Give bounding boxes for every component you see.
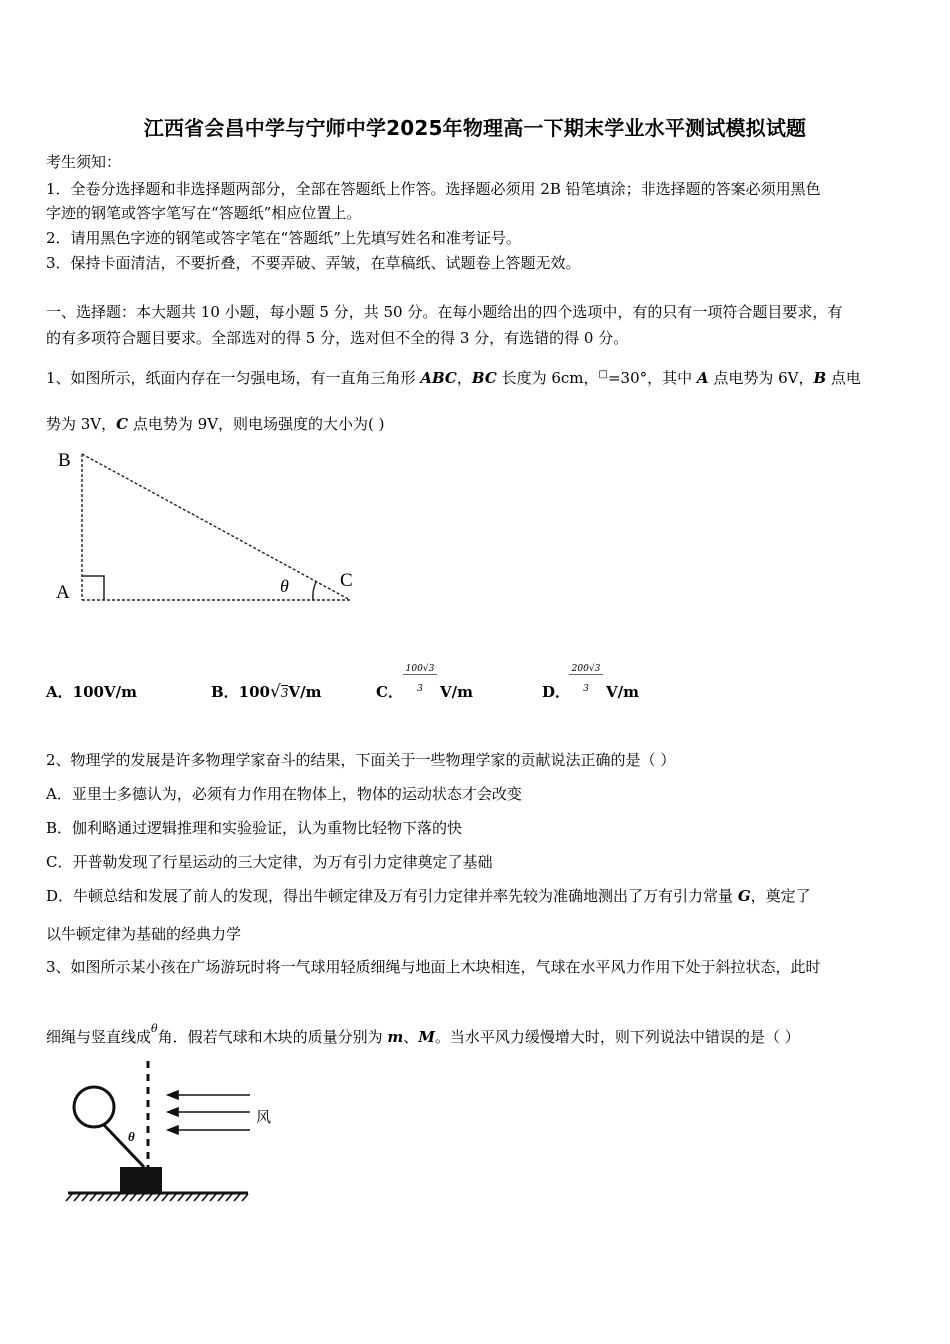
q1-text: 点电	[826, 369, 861, 387]
label-c: C	[340, 570, 353, 591]
notice-item-2: 2．请用黑色字迹的钢笔或答字笔在“答题纸”上先填写姓名和准考证号。	[46, 229, 521, 247]
label-theta: θ	[280, 576, 289, 596]
wind-label: 风	[256, 1108, 272, 1126]
q2-option-d-line-1	[46, 886, 811, 906]
q1-text: 点电势为 9V，则电场强度的大小为( )	[128, 415, 385, 433]
q1-bc: BC	[471, 369, 497, 387]
q1-comma: ，	[456, 369, 472, 387]
q2-stem: 2、物理学的发展是许多物理学家奋斗的结果，下面关于一些物理学家的贡献说法正确的是（ ）	[46, 751, 676, 769]
q2-constant-g: G	[737, 887, 751, 905]
q3-stem-line-1: 3、如图所示某小孩在广场游玩时将一气球用轻质细绳与地面上木块相连，气球在水平风力作用下处于斜拉状态，此时	[46, 958, 821, 976]
q1-option-c-numerator: 100√3	[403, 664, 437, 675]
notice-item-1-line-2: 字迹的钢笔或答字笔写在“答题纸”相应位置上。	[46, 204, 362, 222]
q1-point-c: C	[116, 415, 129, 433]
ground-hatching	[66, 1194, 248, 1201]
notice-item-3: 3．保持卡面清洁，不要折叠，不要弄破、弄皱，在草稿纸、试题卷上答题无效。	[46, 254, 581, 272]
page-title: 江西省会昌中学与宁师中学2025年物理高一下期末学业水平测试模拟试题	[143, 116, 807, 140]
q1-theta-placeholder: □	[598, 369, 608, 380]
wooden-block	[120, 1167, 162, 1193]
q1-option-b	[211, 682, 321, 703]
q1-option-b-prefix: B．100	[211, 683, 270, 701]
q1-triangle-figure	[40, 440, 380, 620]
q1-stem-line-1	[46, 365, 861, 388]
q1-option-d-numerator: 200√3	[569, 664, 603, 675]
q2-option-d-text: ，奠定了	[750, 887, 811, 905]
q3-stem-line-2	[46, 1019, 800, 1047]
q1-text: 1、如图所示，纸面内存在一匀强电场，有一直角三角形	[46, 369, 421, 387]
q3-theta: θ	[151, 1022, 158, 1035]
q2-option-d-line-2: 以牛顿定律为基础的经典力学	[46, 925, 242, 943]
q2-option-a: A．亚里士多德认为，必须有力作用在物体上，物体的运动状态才会改变	[46, 785, 522, 803]
sqrt-icon: √	[270, 682, 281, 702]
q1-option-c-prefix: C．	[376, 683, 403, 701]
q2-option-d-text: D．牛顿总结和发展了前人的发现，得出牛顿定律及万有引力定律并率先较为准确地测出了万有引力常量	[46, 887, 738, 905]
label-a: A	[56, 582, 70, 603]
label-b: B	[58, 450, 71, 471]
q3-text: 角．假若气球和木块的质量分别为	[157, 1028, 388, 1046]
side-bc	[82, 454, 350, 600]
q1-option-d-unit: V/m	[606, 683, 639, 701]
q1-point-b: B	[813, 369, 827, 387]
q2-option-b: B．伽利略通过逻辑推理和实验验证，认为重物比轻物下落的快	[46, 819, 463, 837]
notice-item-1-line-1: 1．全卷分选择题和非选择题两部分，全部在答题纸上作答。选择题必须用 2B 铅笔填涂；非选择题的答案必须用黑色	[46, 180, 821, 198]
q1-stem-line-2	[46, 414, 385, 434]
q3-text: 细绳与竖直线成	[46, 1028, 152, 1046]
balloon-string	[104, 1125, 144, 1167]
q1-option-c-unit: V/m	[440, 683, 473, 701]
q1-option-b-radicand: 3	[280, 686, 289, 700]
q3-mass-big-m: M	[418, 1028, 435, 1046]
notice-heading: 考生须知：	[46, 153, 122, 171]
q1-point-a: A	[696, 369, 709, 387]
q1-option-a: A．100V/m	[46, 683, 137, 701]
section-1-intro-line-1: 一、选择题：本大题共 10 小题，每小题 5 分，共 50 分。在每小题给出的四个选项中，有的只有一项符合题目要求，有	[46, 303, 843, 321]
q1-text: 点电势为 6V，	[708, 369, 814, 387]
q1-abc: ABC	[420, 369, 457, 387]
q1-text: =30°，其中	[607, 369, 697, 387]
wind-arrows	[168, 1091, 250, 1134]
q1-option-d-prefix: D．	[542, 683, 571, 701]
q1-option-b-unit: V/m	[288, 683, 322, 701]
balloon	[74, 1087, 114, 1127]
q1-text: 长度为 6cm，	[496, 369, 599, 387]
q2-option-c: C．开普勒发现了行星运动的三大定律，为万有引力定律奠定了基础	[46, 853, 493, 871]
section-1-intro-line-2: 的有多项符合题目要求。全部选对的得 5 分，选对但不全的得 3 分，有选错的得 0 分。	[46, 329, 629, 347]
q3-mass-m: m	[387, 1028, 404, 1046]
theta-arc	[313, 582, 316, 600]
right-angle-mark	[82, 576, 104, 600]
q1-text: 势为 3V，	[46, 415, 117, 433]
q3-separator: 、	[403, 1028, 419, 1046]
q1-option-d-denominator: 3	[583, 684, 589, 694]
q3-text: 。当水平风力缓慢增大时，则下列说法中错误的是（ ）	[434, 1028, 800, 1046]
theta-label: θ	[128, 1129, 135, 1144]
q3-balloon-figure	[60, 1055, 280, 1205]
q1-option-c-denominator: 3	[417, 684, 423, 694]
